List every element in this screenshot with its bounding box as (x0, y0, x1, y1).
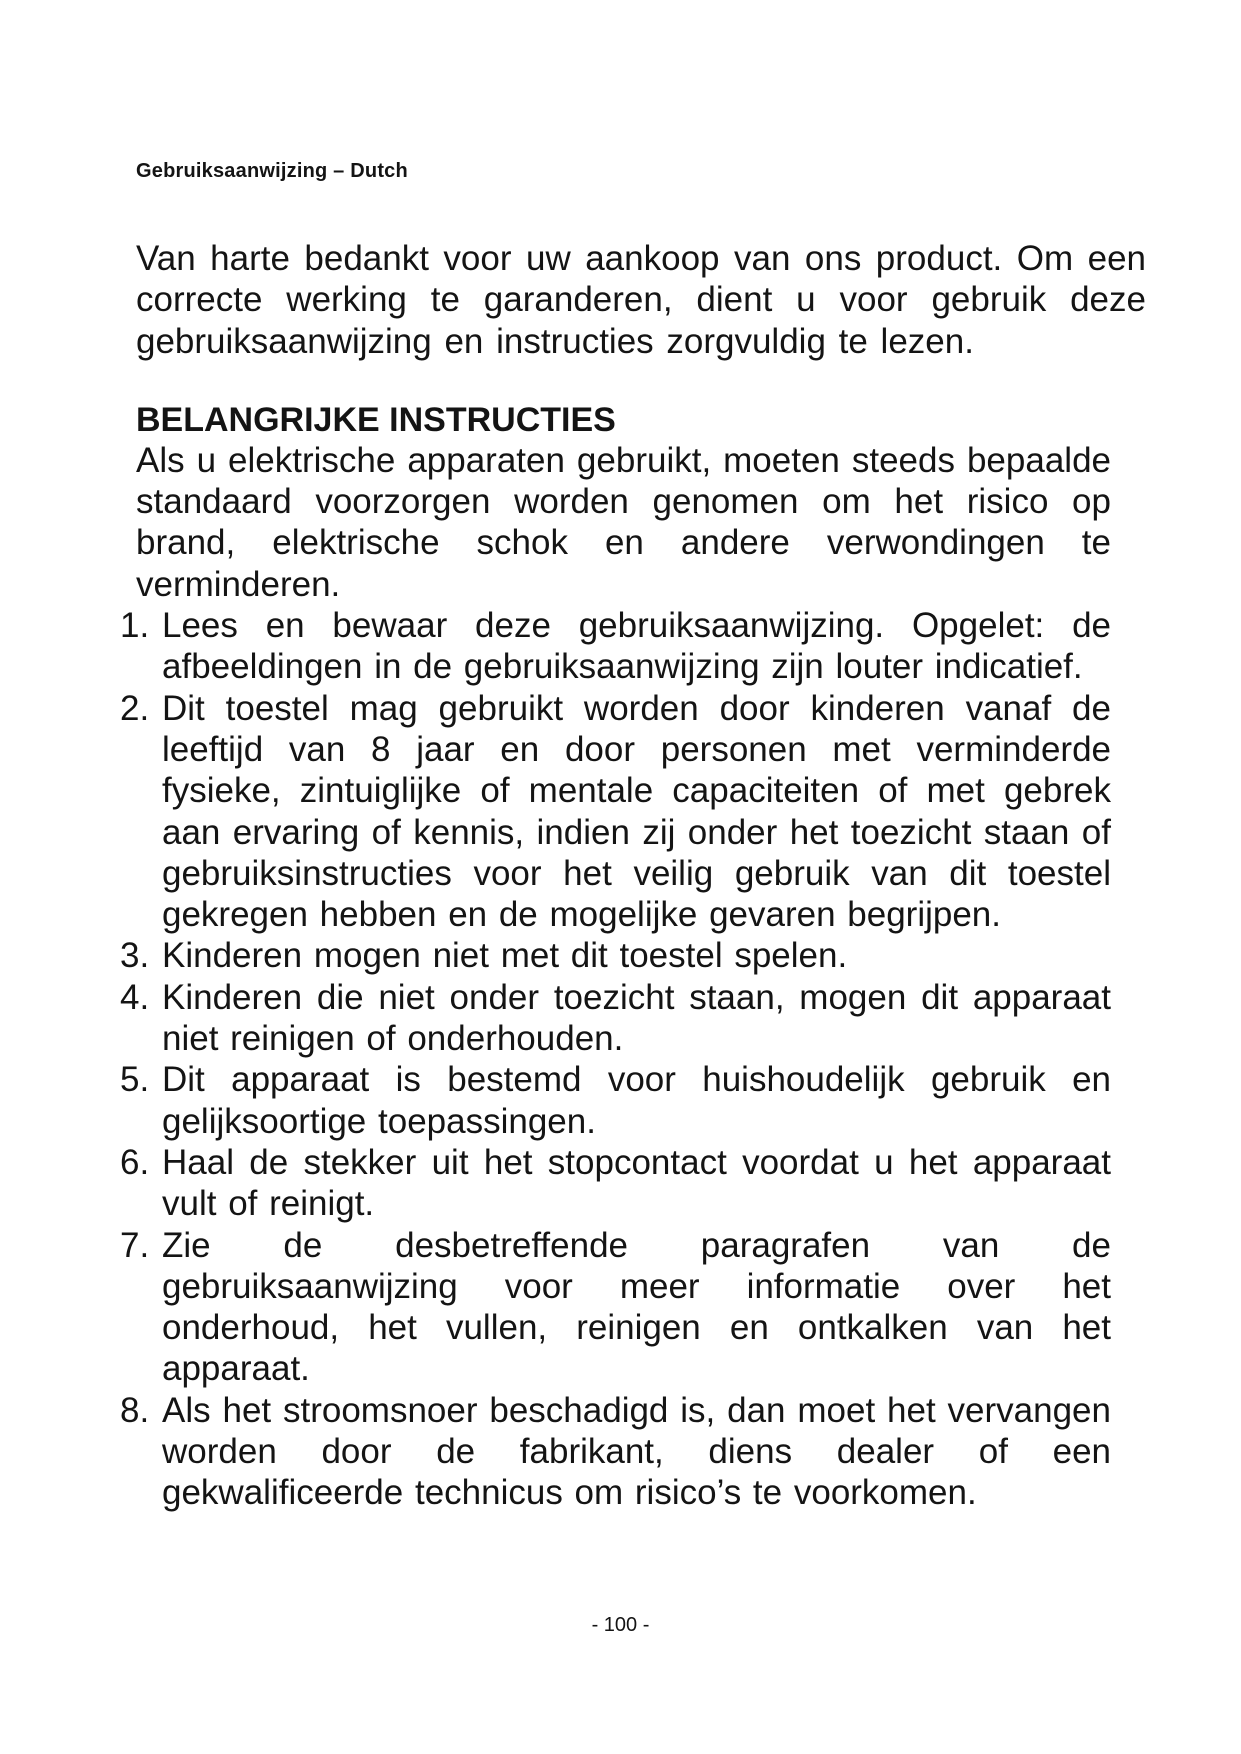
list-item (120, 935, 1111, 976)
list-item-number: 3. (120, 936, 150, 976)
list-item (120, 1225, 1111, 1390)
list-item-text: Als het stroomsnoer beschadigd is, dan moet het vervangen worden door de fabrikant, diens dealer of een gekwalificeerde technicus om risico’s te voorkomen. (162, 1390, 1111, 1513)
list-item-number: 6. (120, 1142, 150, 1182)
list-item (120, 1059, 1111, 1142)
list-item-text: Lees en bewaar deze gebruiksaanwijzing. Opgelet: de afbeeldingen in de gebruiksaanwijzing zijn louter indicatief. (162, 606, 1111, 687)
list-item (120, 977, 1111, 1060)
list-item-number: 4. (120, 977, 150, 1017)
list-item-number: 1. (120, 606, 150, 646)
list-item (120, 688, 1111, 936)
page-header: Gebruiksaanwijzing – Dutch (136, 160, 408, 182)
instruction-list (120, 605, 1111, 1514)
list-item-text: Zie de desbetreffende paragrafen van de gebruiksaanwijzing voor meer informatie over het onderhoud, het vullen, reinigen en ontkalken van het apparaat. (162, 1225, 1111, 1389)
list-item-text: Kinderen die niet onder toezicht staan, mogen dit apparaat niet reinigen of onderhouden. (162, 977, 1111, 1059)
list-item-text: Haal de stekker uit het stopcontact voordat u het apparaat vult of reinigt. (162, 1142, 1111, 1224)
section-title: BELANGRIJKE INSTRUCTIES (136, 400, 616, 439)
page-number: - 100 - (591, 1614, 650, 1636)
list-item (120, 1142, 1111, 1225)
page-content (120, 238, 1146, 1514)
list-item-number: 7. (120, 1225, 150, 1265)
list-item-text: Dit apparaat is bestemd voor huishoudelijk gebruik en gelijksoortige toepassingen. (162, 1060, 1111, 1141)
list-item-number: 8. (120, 1390, 150, 1430)
list-item (120, 605, 1111, 688)
list-item (120, 1390, 1111, 1514)
intro-paragraph: Van harte bedankt voor uw aankoop van ons product. Om een correcte werking te garanderen, dient u voor gebruik deze gebruiksaanwijzing en instructies zorgvuldig te lezen. (136, 239, 1146, 361)
section-paragraph: Als u elektrische apparaten gebruikt, moeten steeds bepaalde standaard voorzorgen worden genomen om het risico op brand, elektrische schok en andere verwondingen te verminderen. (136, 440, 1111, 604)
list-item-text: Dit toestel mag gebruikt worden door kinderen vanaf de leeftijd van 8 jaar en door personen met verminderde fysieke, zintuiglijke of mentale capaciteiten of met gebrek aan ervaring of kennis, indien zij onder het toezicht staan of gebruiksinstructies voor het veilig gebruik van dit toestel gekregen hebben en de mogelijke gevaren begrijpen. (162, 688, 1111, 935)
list-item-number: 5. (120, 1060, 150, 1100)
list-item-text: Kinderen mogen niet met dit toestel spelen. (162, 936, 848, 976)
list-item-number: 2. (120, 688, 150, 728)
